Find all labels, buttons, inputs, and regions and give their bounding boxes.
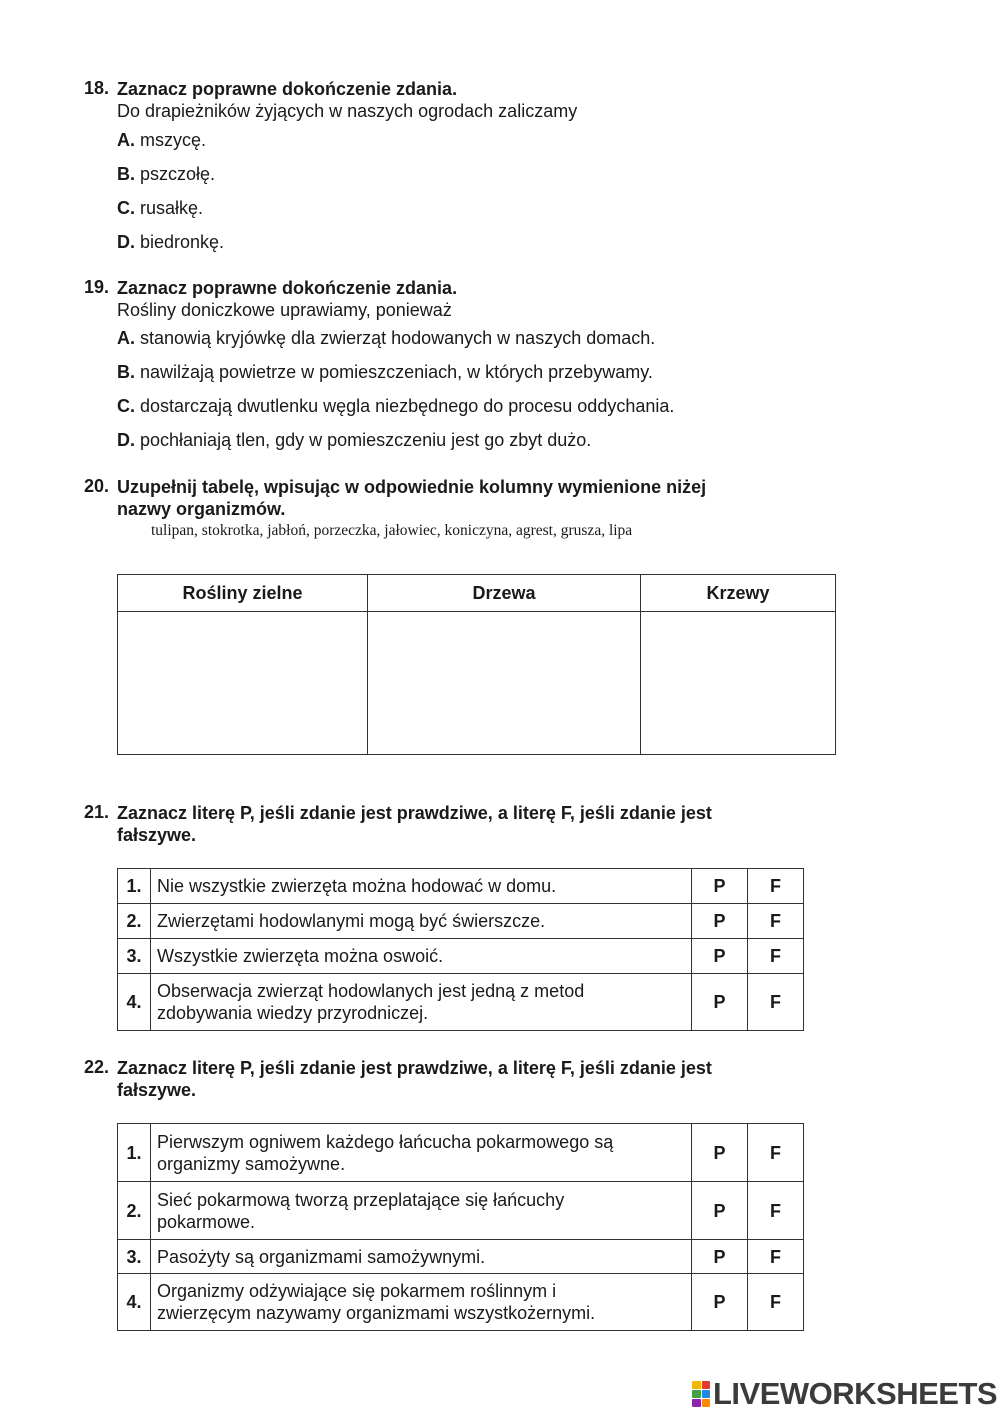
statement: Wszystkie zwierzęta można oswoić. [151,939,692,974]
statement: Pierwszym ogniwem każdego łańcucha pokarmowego są organizmy samożywne. [151,1124,692,1182]
true-option[interactable]: P [692,974,748,1031]
true-false-table-21 [117,868,804,1031]
question-title: Zaznacz poprawne dokończenie zdania. [117,278,458,298]
table-row [118,904,804,939]
row-number: 1. [118,869,151,904]
question-title-line2: fałszywe. [117,1080,197,1100]
question-title: Zaznacz poprawne dokończenie zdania. [117,79,458,99]
logo-mark-icon [692,1381,710,1407]
false-option[interactable]: F [748,1124,804,1182]
logo-mark-square [702,1381,711,1389]
logo-mark-square [702,1399,711,1407]
true-option[interactable]: P [692,1274,748,1331]
answer-option-d[interactable]: D. biedronkę. [117,232,225,252]
logo-text: LIVEWORKSHEETS [713,1376,998,1411]
statement: Obserwacja zwierząt hodowlanych jest jedną z metod zdobywania wiedzy przyrodniczej. [151,974,692,1031]
question-stem: Do drapieżników żyjących w naszych ogrodach zaliczamy [117,101,578,121]
table-row [118,974,804,1031]
logo-mark-square [692,1390,701,1398]
answer-option-a[interactable]: A. mszycę. [117,130,207,150]
liveworksheets-logo [692,1376,997,1412]
statement: Zwierzętami hodowlanymi mogą być świerszcze. [151,904,692,939]
answer-option-d[interactable]: D. pochłaniają tlen, gdy w pomieszczeniu jest go zbyt dużo. [117,430,592,450]
column-header-trees: Drzewa [368,575,641,612]
table-row [118,1124,804,1182]
logo-mark-square [702,1390,711,1398]
question-number: 20. [84,476,110,496]
row-number: 1. [118,1124,151,1182]
false-option[interactable]: F [748,1182,804,1240]
row-number: 2. [118,904,151,939]
answer-option-b[interactable]: B. nawilżają powietrze w pomieszczeniach, w których przebywamy. [117,362,653,382]
false-option[interactable]: F [748,1240,804,1274]
row-number: 4. [118,974,151,1031]
false-option[interactable]: F [748,904,804,939]
question-19 [84,277,844,451]
question-22 [84,1057,884,1101]
table-row [118,869,804,904]
table-row [118,1240,804,1274]
answer-option-a[interactable]: A. stanowią kryjówkę dla zwierząt hodowanych w naszych domach. [117,328,656,348]
true-option[interactable]: P [692,1182,748,1240]
question-number: 19. [84,277,110,297]
statement: Organizmy odżywiające się pokarmem roślinnym i zwierzęcym nazywamy organizmami wszystkożernymi. [151,1274,692,1331]
true-option[interactable]: P [692,1240,748,1274]
column-header-shrubs: Krzewy [641,575,836,612]
row-number: 2. [118,1182,151,1240]
table-row [118,1182,804,1240]
row-number: 4. [118,1274,151,1331]
question-stem: Rośliny doniczkowe uprawiamy, ponieważ [117,300,452,320]
false-option[interactable]: F [748,869,804,904]
logo-mark-square [692,1399,701,1407]
logo-mark-square [692,1381,701,1389]
question-20 [84,476,844,520]
true-false-table-22 [117,1123,804,1331]
question-title-line1: Uzupełnij tabelę, wpisując w odpowiednie kolumny wymienione niżej [117,477,707,497]
false-option[interactable]: F [748,974,804,1031]
answer-option-b[interactable]: B. pszczołę. [117,164,216,184]
true-option[interactable]: P [692,869,748,904]
statement: Nie wszystkie zwierzęta można hodować w domu. [151,869,692,904]
statement: Sieć pokarmową tworzą przeplatające się łańcuchy pokarmowe. [151,1182,692,1240]
question-title-line2: fałszywe. [117,825,197,845]
answer-option-c[interactable]: C. dostarczają dwutlenku węgla niezbędnego do procesu oddychania. [117,396,675,416]
table-row [118,1274,804,1331]
row-number: 3. [118,939,151,974]
question-title-line1: Zaznacz literę P, jeśli zdanie jest prawdziwe, a literę F, jeśli zdanie jest [117,803,712,823]
question-title-line2: nazwy organizmów. [117,499,286,519]
true-option[interactable]: P [692,904,748,939]
false-option[interactable]: F [748,1274,804,1331]
question-title-line1: Zaznacz literę P, jeśli zdanie jest prawdziwe, a literę F, jeśli zdanie jest [117,1058,712,1078]
answer-option-c[interactable]: C. rusałkę. [117,198,204,218]
answer-cell-trees[interactable] [368,612,641,755]
false-option[interactable]: F [748,939,804,974]
organism-word-list: tulipan, stokrotka, jabłoń, porzeczka, jałowiec, koniczyna, agrest, grusza, lipa [151,522,633,539]
row-number: 3. [118,1240,151,1274]
statement: Pasożyty są organizmami samożywnymi. [151,1240,692,1274]
column-header-herbs: Rośliny zielne [118,575,368,612]
question-21 [84,802,884,846]
true-option[interactable]: P [692,939,748,974]
question-number: 21. [84,802,110,822]
question-number: 22. [84,1057,110,1077]
question-18 [84,78,844,253]
table-row [118,939,804,974]
answer-cell-shrubs[interactable] [641,612,836,755]
organisms-table [117,574,836,755]
true-option[interactable]: P [692,1124,748,1182]
question-number: 18. [84,78,110,98]
answer-cell-herbs[interactable] [118,612,368,755]
